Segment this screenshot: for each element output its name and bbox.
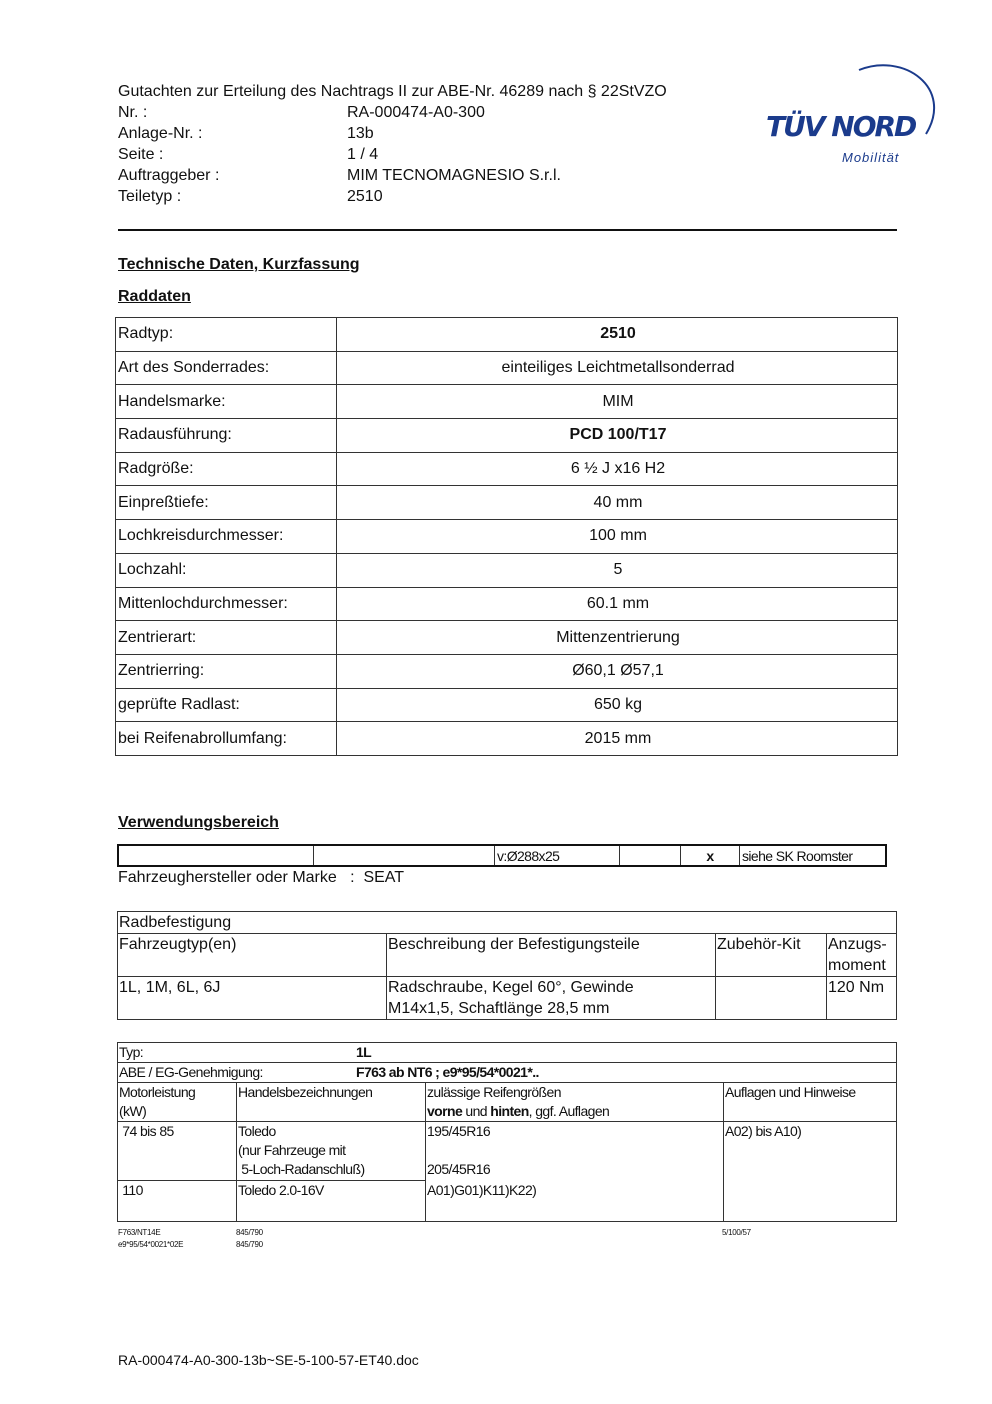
table-row: Typ: 1L — [118, 1043, 897, 1063]
tiny-note-a2: 845/790 — [236, 1228, 263, 1237]
header-row-teiletyp: Teiletyp : 2510 — [118, 188, 383, 205]
header-divider — [118, 229, 897, 231]
header-row-auftraggeber: Auftraggeber : MIM TECNOMAGNESIO S.r.l. — [118, 167, 561, 184]
table-row: Zentrierart: Mittenzentrierung — [116, 621, 898, 655]
report-title-line: Gutachten zur Erteilung des Nachtrags II zur ABE-Nr. 46289 nach § 22StVZO — [118, 83, 667, 100]
logo-brand-text: TÜV NORD — [766, 110, 916, 143]
header-row-seite: Seite : 1 / 4 — [118, 146, 379, 163]
table-row: 110 Toledo 2.0-16V A01)G01)K11)K22) — [118, 1181, 897, 1222]
vehicle-code-strip — [117, 844, 887, 867]
table-row: Radtyp: 2510 — [116, 318, 898, 352]
footer-filename: RA-000474-A0-300-13b~SE-5-100-57-ET40.doc — [118, 1352, 419, 1368]
table-row: bei Reifenabrollumfang: 2015 mm — [116, 722, 898, 756]
table-row: Einpreßtiefe: 40 mm — [116, 486, 898, 520]
hersteller-line: Fahrzeughersteller oder Marke : SEAT — [118, 869, 405, 886]
tiny-note-b1: e9*95/54*0021*02E — [118, 1240, 184, 1249]
logo-sub-text: Mobilität — [842, 150, 900, 165]
section-raddaten: Raddaten — [118, 288, 191, 305]
table-row: Fahrzeugtyp(en) Beschreibung der Befestigungsteile Zubehör-Kit Anzugs- moment — [118, 934, 897, 977]
table-row: Lochkreisdurchmesser: 100 mm — [116, 520, 898, 554]
table-row: Lochzahl: 5 — [116, 553, 898, 587]
raddaten-table — [115, 317, 898, 756]
typ-table — [117, 1042, 897, 1222]
table-row: 74 bis 85 Toledo (nur Fahrzeuge mit 5-Loch-Radanschluß) 195/45R16 205/45R16 A02) bis A10) — [118, 1122, 897, 1181]
section-technische-daten: Technische Daten, Kurzfassung — [118, 256, 360, 273]
table-row: Motorleistung (kW) Handelsbezeichnungen zulässige Reifengrößen vorne und hinten, ggf. Auflagen Auflagen und Hinweise — [118, 1083, 897, 1122]
table-row: Mittenlochdurchmesser: 60.1 mm — [116, 587, 898, 621]
table-row: 1L, 1M, 6L, 6J Radschraube, Kegel 60°, Gewinde M14x1,5, Schaftlänge 28,5 mm 120 Nm — [118, 977, 897, 1020]
table-row: Art des Sonderrades: einteiliges Leichtmetallsonderrad — [116, 351, 898, 385]
table-row: Zentrierring: Ø60,1 Ø57,1 — [116, 654, 898, 688]
table-row: Radbefestigung — [118, 912, 897, 934]
section-verwendungsbereich: Verwendungsbereich — [118, 814, 279, 831]
radbefestigung-table — [117, 911, 897, 1020]
header-row-nr: Nr. : RA-000474-A0-300 — [118, 104, 485, 121]
table-row: v:Ø288x25 x siehe SK Roomster — [118, 845, 886, 866]
tiny-note-b2: 845/790 — [236, 1240, 263, 1249]
table-row: ABE / EG-Genehmigung: F763 ab NT6 ; e9*95/54*0021*.. — [118, 1063, 897, 1083]
table-row: Radgröße: 6 ½ J x16 H2 — [116, 452, 898, 486]
tiny-note-a1: F763/NT14E — [118, 1228, 161, 1237]
header-row-anlage: Anlage-Nr. : 13b — [118, 125, 374, 142]
tiny-note-a3: 5/100/57 — [722, 1228, 751, 1237]
table-row: Handelsmarke: MIM — [116, 385, 898, 419]
table-row: Radausführung: PCD 100/T17 — [116, 419, 898, 453]
table-row: geprüfte Radlast: 650 kg — [116, 688, 898, 722]
tuev-nord-logo — [764, 58, 944, 168]
